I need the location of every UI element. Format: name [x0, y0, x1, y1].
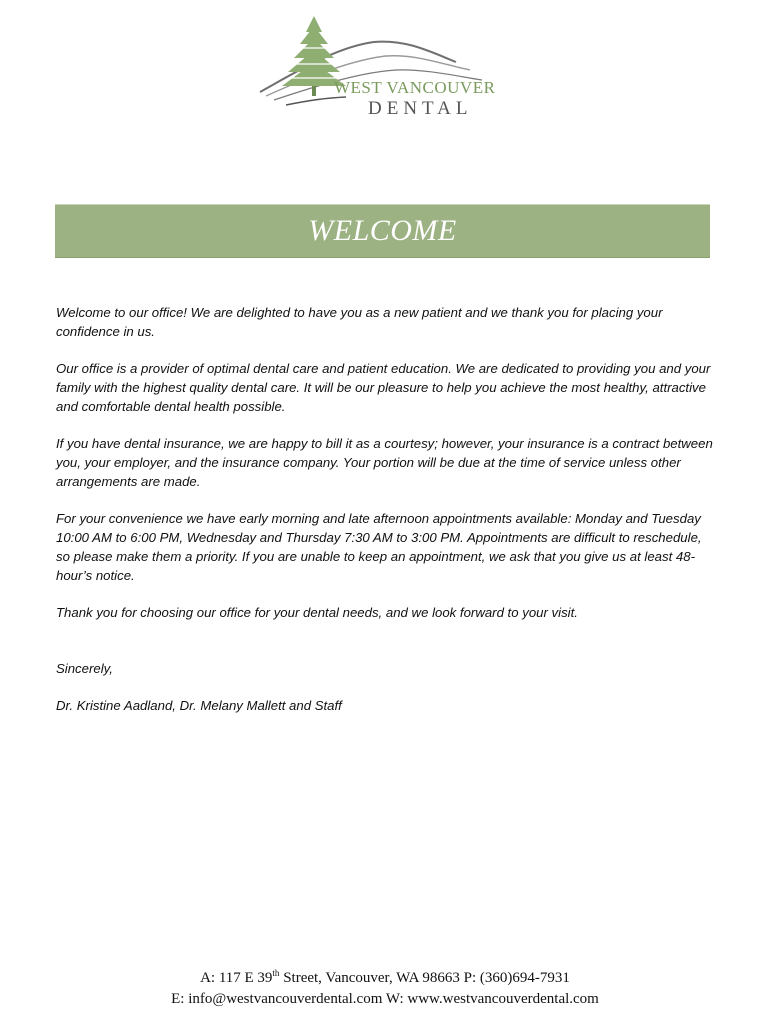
footer — [0, 963, 770, 1010]
welcome-banner — [55, 204, 710, 258]
footer-address-sup: th — [272, 968, 280, 978]
letter-closing: Sincerely, — [56, 661, 113, 676]
letter-paragraph: For your convenience we have early morning and late afternoon appointments available: Monday and Tuesday 10:00 AM to 6:00 PM, Wednesday and Thursday 7:30 AM to 3:00 PM. Appointments are difficult to reschedule, so please make them a priority. If you are unable to keep an appointment, we ask that you give us at least 48-hour’s notice. — [56, 511, 702, 583]
footer-address-prefix: A: 117 E 39 — [200, 970, 273, 986]
letter-body — [56, 303, 716, 733]
footer-address — [0, 963, 770, 989]
banner-title: WELCOME — [308, 214, 457, 247]
letter-signature: Dr. Kristine Aadland, Dr. Melany Mallett and Staff — [56, 698, 342, 713]
letter-paragraph: Thank you for choosing our office for your dental needs, and we look forward to your visit. — [56, 605, 578, 620]
logo — [256, 12, 512, 122]
logo-wordmark-bottom: DENTAL — [368, 98, 473, 119]
footer-contact: E: info@westvancouverdental.com W: www.westvancouverdental.com — [171, 991, 599, 1007]
letter-paragraph: Welcome to our office! We are delighted to have you as a new patient and we thank you for placing your confidence in us. — [56, 305, 663, 339]
letter-paragraph: Our office is a provider of optimal dental care and patient education. We are dedicated to providing you and your family with the highest quality dental care. It will be our pleasure to help you achieve the most healthy, attractive and comfortable dental health possible. — [56, 361, 711, 414]
logo-wordmark-top: WEST VANCOUVER — [334, 78, 496, 97]
letter-paragraph: If you have dental insurance, we are happy to bill it as a courtesy; however, your insurance is a contract between you, your employer, and the insurance company. Your portion will be due at the time of service unless other arrangements are made. — [56, 436, 713, 489]
footer-address-suffix: Street, Vancouver, WA 98663 P: (360)694-7931 — [279, 970, 570, 986]
